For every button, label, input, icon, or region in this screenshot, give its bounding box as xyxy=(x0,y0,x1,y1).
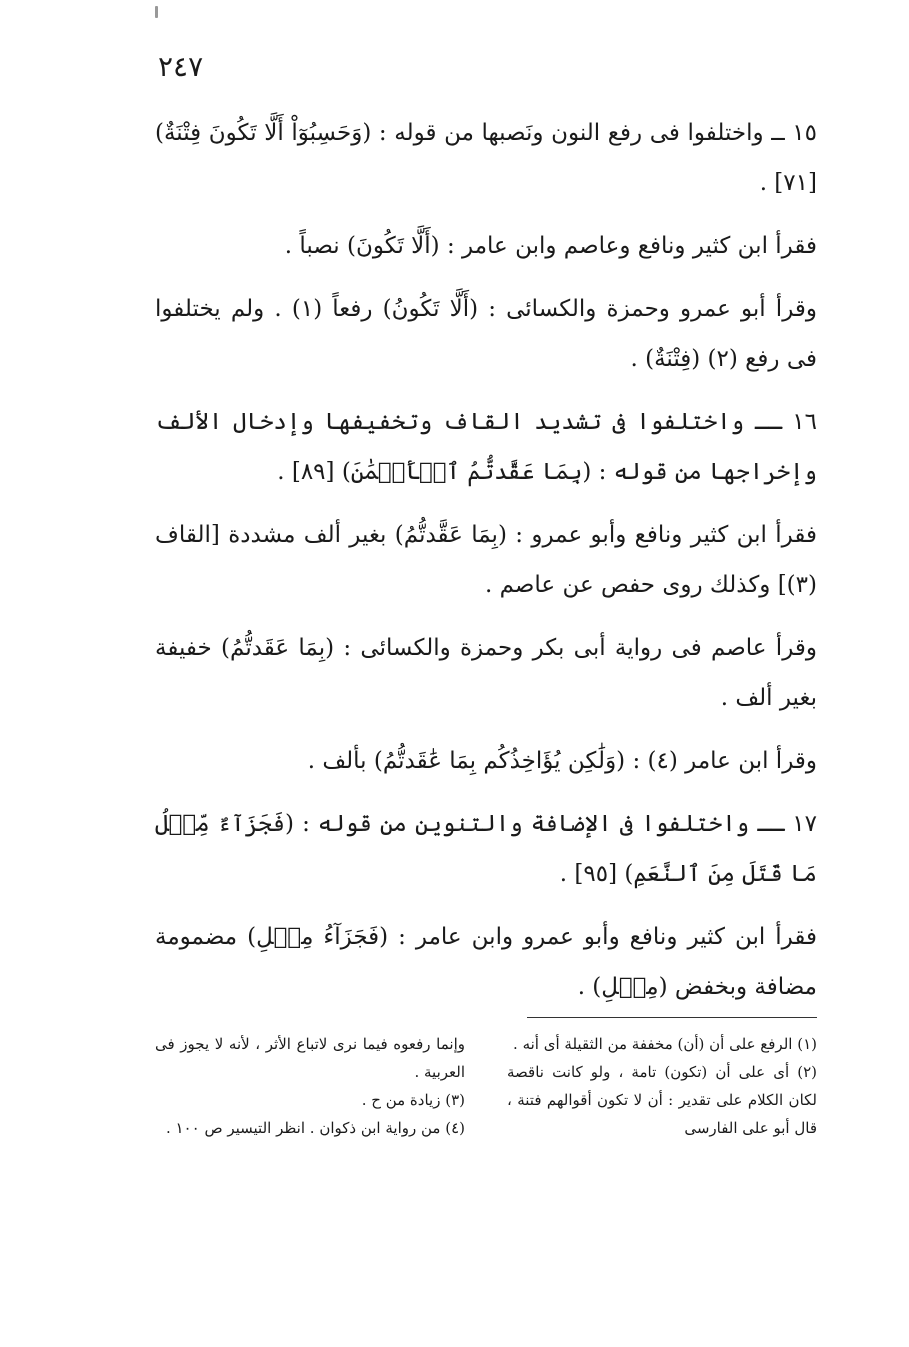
footnote-4: (٤) من رواية ابن ذكوان . انظر التيسير ص ١٠٠ . xyxy=(165,1119,465,1137)
paragraph-reading-takhfif: وقرأ عاصم فى رواية أبى بكر وحمزة والكسائى : (بِمَا عَقَدتُّمُ) خفيفة بغير ألف . xyxy=(155,635,817,711)
footnote-divider xyxy=(527,1017,817,1018)
footnotes xyxy=(155,1030,817,1142)
paragraph-17-heading: ١٧ ــ واختلفوا فى الإضافة والتنوين من قوله : (فَجَزَآءٌ مِّثۡلُ مَا قَتَلَ مِنَ ٱلنَّعَمِ) [٩٥] . xyxy=(155,811,817,887)
footnote-2-continued: وإنما رفعوه فيما نرى لاتباع الأثر ، لأنه لا يجوز فى العربية . xyxy=(155,1035,465,1081)
footnote-3: (٣) زيادة من ح . xyxy=(361,1091,465,1109)
paragraph-reading-raf: وقرأ أبو عمرو وحمزة والكسائى : (أَلَّا تَكُونُ) رفعاً (١) . ولم يختلفوا فى رفع (٢) (فِتْنَةٌ) . xyxy=(155,296,817,372)
paragraph-reading-nasb: فقرأ ابن كثير ونافع وعاصم وابن عامر : (أَلَّا تَكُونَ) نصباً . xyxy=(284,233,817,259)
scan-speck xyxy=(155,6,158,18)
paragraph-16-heading: ١٦ ــ واختلفوا فى تشديد القاف وتخفيفها وإدخال الألف وإخراجها من قوله : (بِمَا عَقَّدتُّمُ ٱلۡأَيۡمَٰنَ) [٨٩] . xyxy=(155,409,817,485)
main-text-body xyxy=(155,108,817,1025)
footnotes-left-column xyxy=(155,1030,465,1142)
paragraph-reading-tashdid: فقرأ ابن كثير ونافع وأبو عمرو : (بِمَا عَقَّدتُّمُ) بغير ألف مشددة [القاف (٣)] وكذلك روى حفص عن عاصم . xyxy=(155,522,817,598)
footnote-1: (١) الرفع على أن (أن) مخففة من الثقيلة أى أنه . xyxy=(513,1035,817,1053)
page-number: ٢٤٧ xyxy=(158,50,204,83)
footnotes-right-column xyxy=(507,1030,817,1142)
paragraph-reading-idafa: فقرأ ابن كثير ونافع وأبو عمرو وابن عامر : (فَجَزَآءُ مِثۡلِ) مضمومة مضافة وبخفض (مِثۡلِ) . xyxy=(155,924,817,1000)
paragraph-15-heading: ١٥ ــ واختلفوا فى رفع النون ونَصبها من قوله : (وَحَسِبُوٓاْ أَلَّا تَكُونَ فِتْنَةٌ) [٧١] . xyxy=(155,120,817,196)
paragraph-reading-alif: وقرأ ابن عامر (٤) : (وَلَٰكِن يُؤَاخِذُكُم بِمَا عَٰقَدتُّمُ) بألف . xyxy=(307,748,817,774)
footnote-2: (٢) أى على أن (تكون) تامة ، ولو كانت ناقصة لكان الكلام على تقدير : أن لا تكون أقوالهم فتنة ، قال أبو على الفارسى xyxy=(507,1063,817,1137)
